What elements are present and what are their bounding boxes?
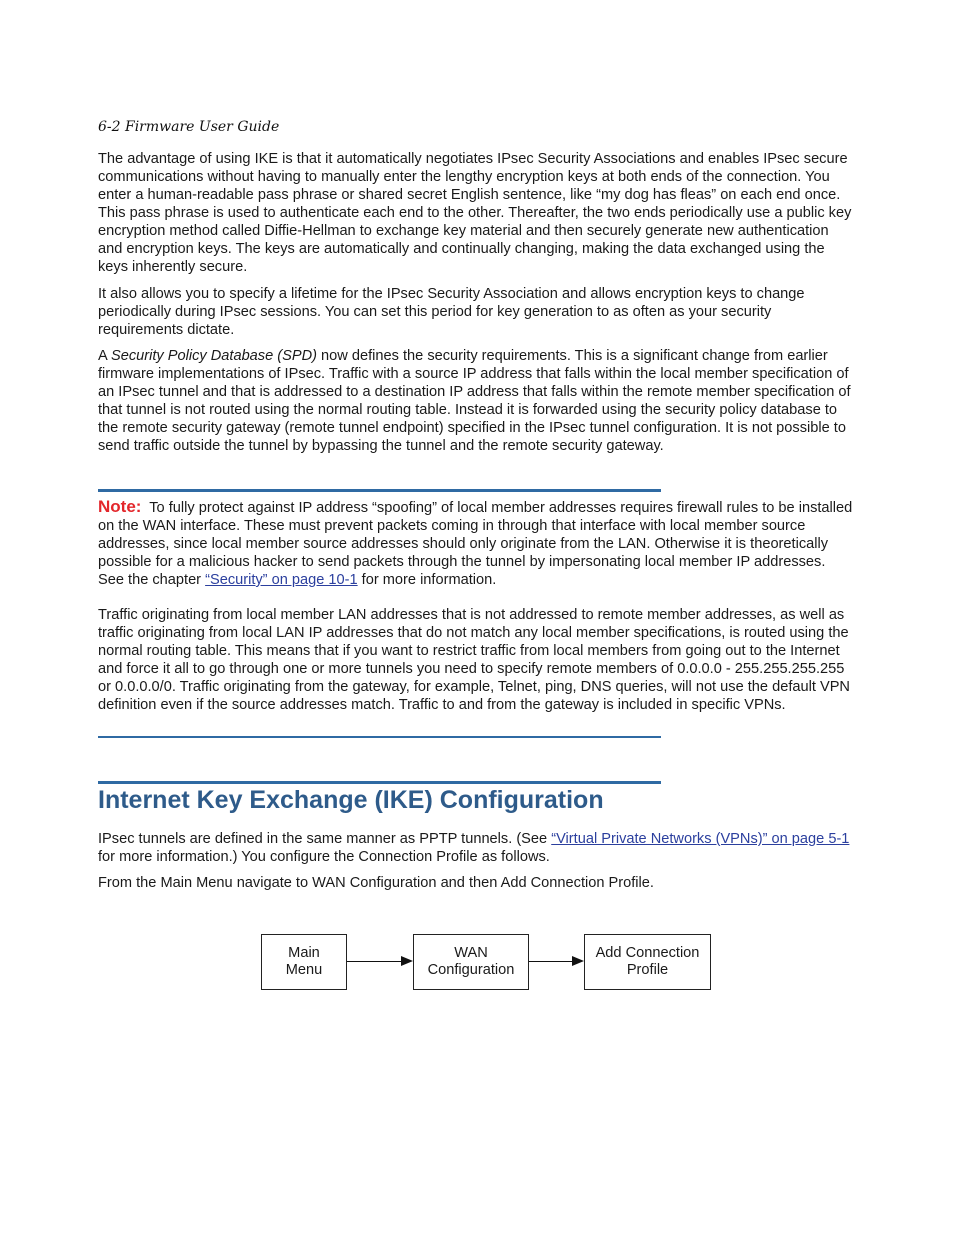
flow-box-wan-configuration [413, 934, 529, 990]
note-label: Note: [98, 497, 142, 516]
flow-box-wan-label: WAN Configuration [427, 945, 515, 978]
paragraph-ike-advantage: The advantage of using IKE is that it automatically negotiates IPsec Security Associations and enables IPsec secure communications without having to manually enter the lengthy encryption keys at both ends of the connection. You enter a human-readable pass phrase or shared secret English sentence, like “my dog has fleas” on each end once. This pass phrase is used to authenticate each end to the other. Thereafter, the two ends periodically use a public key encryption method called Diffie-Hellman to exchange key material and then securely generate new authentication and encryption keys. The keys are automatically and continually changing, making the data exchanged using the keys inherently secure. [98, 151, 852, 275]
flow-arrow-2 [529, 961, 575, 962]
flow-box-add-label: Add Connection Profile [595, 945, 700, 978]
flow-box-main-menu [261, 934, 347, 990]
paragraph-tunnels [98, 830, 854, 866]
paragraph-spd [98, 347, 854, 455]
flow-arrowhead-1 [401, 956, 413, 966]
spd-term: Security Policy Database (SPD) [110, 348, 317, 364]
vpn-chapter-link[interactable]: “Virtual Private Networks (VPNs)” on page 5-1 [551, 831, 850, 847]
paragraph-lifetime: It also allows you to specify a lifetime for the IPsec Security Association and allows encryption keys to change periodically during IPsec sessions. You can set this period for key generation to as often as your security requirements dictate. [98, 286, 805, 338]
security-chapter-link[interactable]: “Security” on page 10-1 [205, 572, 358, 588]
note-block [98, 498, 854, 589]
paragraph-navigation: From the Main Menu navigate to WAN Configuration and then Add Connection Profile. [98, 875, 654, 891]
flow-arrowhead-2 [572, 956, 584, 966]
spd-body: now defines the security requirements. This is a significant change from earlier firmware implementations of IPsec. Traffic with a source IP address that falls within the local member specification of an IPsec tunnel and that is addressed to a destination IP address that falls within the remote member specification of that tunnel is not routed using the normal routing table. Instead it is forwarded using the security policy database to the remote security gateway (remote tunnel endpoint) specified in the IPsec tunnel configuration. It is not possible to send traffic outside the tunnel by bypassing the tunnel and the remote security gateway. [98, 348, 851, 454]
spd-prefix: A [98, 348, 111, 364]
flow-arrow-1 [347, 961, 404, 962]
note-text: To fully protect against IP address “spoofing” of local member addresses requires firewall rules to be installed on the WAN interface. These must prevent packets coming in through that interface with local member source addresses, since local member source addresses should only originate from the LAN. Otherwise it is theoretically possible for a malicious hacker to send packets through the tunnel by impersonating local member IP addresses. See the chapter [98, 500, 853, 588]
running-header: 6-2 Firmware User Guide [98, 119, 280, 135]
paragraph-routing: Traffic originating from local member LAN addresses that is not addressed to remote member addresses, as well as traffic originating from local LAN IP addresses that do not match any local member specifications, is routed using the normal routing table. This means that if you want to restrict traffic from local members from going out to the Internet and force it all to go through one or more tunnels you need to specify remote members of 0.0.0.0 - 255.255.255.255 or 0.0.0.0/0. Traffic originating from the gateway, for example, Telnet, ping, DNS queries, will not use the default VPN definition even if the source addresses match. Traffic to and from the gateway is included in specific VPNs. [98, 607, 850, 713]
section-rule [98, 781, 661, 784]
tunnels-suffix: for more information.) You configure the Connection Profile as follows. [98, 849, 550, 865]
note-text-end: for more information. [357, 572, 497, 588]
section-heading: Internet Key Exchange (IKE) Configuration [98, 786, 604, 814]
note-top-rule [98, 489, 661, 492]
note-bottom-rule [98, 736, 661, 738]
flow-box-add-connection-profile [584, 934, 711, 990]
tunnels-prefix: IPsec tunnels are defined in the same manner as PPTP tunnels. (See [98, 831, 552, 847]
flow-box-main-menu-label: Main Menu [285, 945, 323, 978]
